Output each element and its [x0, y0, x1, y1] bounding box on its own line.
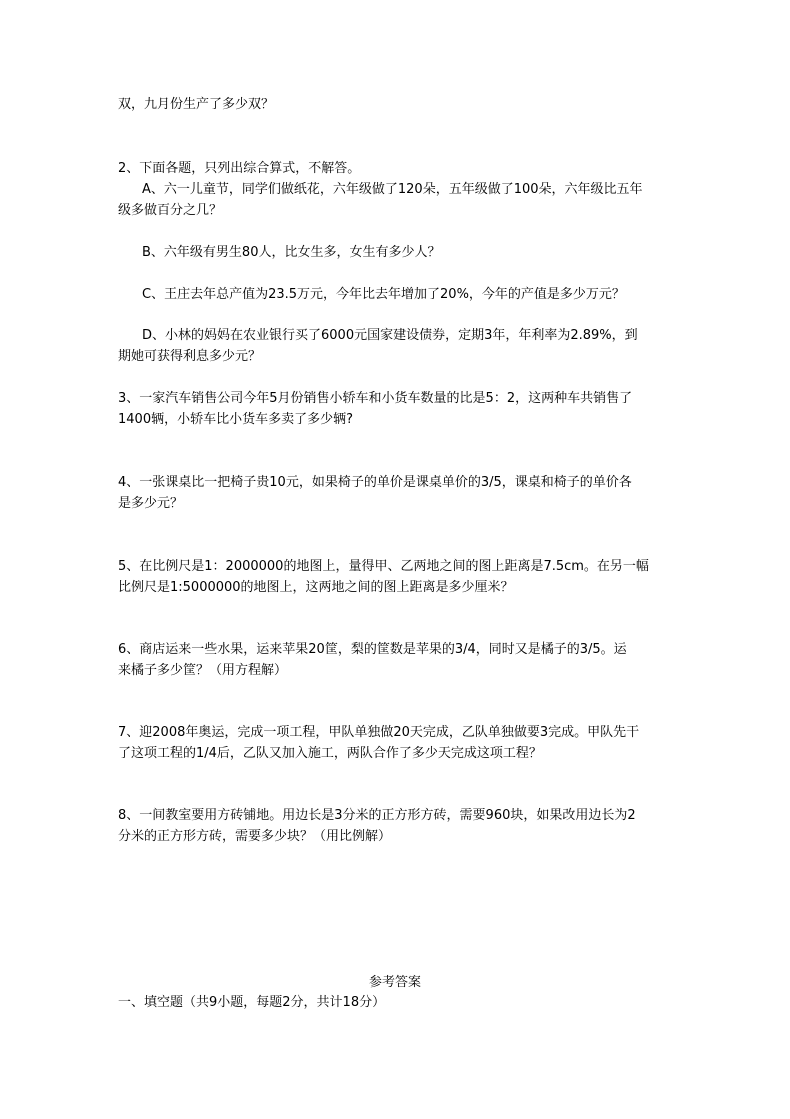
question-2d-line1: D、小林的妈妈在农业银行买了6000元国家建设债券，定期3年，年利率为2.89%，到 — [142, 328, 638, 343]
question-4-line2: 是多少元？ — [118, 496, 184, 511]
answer-key-title: 参考答案 — [368, 975, 421, 990]
answer-section-heading: 一、填空题（共9小题，每题2分，共计18分） — [118, 995, 386, 1010]
question-8-line2: 分米的正方形方砖，需要多少块？（用比例解） — [118, 829, 392, 844]
question-2c: C、王庄去年总产值为23.5万元，今年比去年增加了20%，今年的产值是多少万元？ — [142, 287, 625, 302]
question-6-line1: 6、商店运来一些水果，运来苹果20筐，梨的筐数是苹果的3/4，同时又是橘子的3/5。运 — [118, 642, 627, 657]
text-line-continuation: 双，九月份生产了多少双？ — [118, 97, 275, 112]
question-2a-line2: 级多做百分之几？ — [118, 203, 223, 218]
question-2b: B、六年级有男生80人，比女生多，女生有多少人？ — [142, 245, 441, 260]
question-2d-line2: 期她可获得利息多少元？ — [118, 349, 262, 364]
question-3-line1: 3、一家汽车销售公司今年5月份销售小轿车和小货车数量的比是5：2，这两种车共销售了 — [118, 391, 633, 406]
question-5-line2: 比例尺是1:5000000的地图上，这两地之间的图上距离是多少厘米？ — [118, 580, 514, 595]
question-8-line1: 8、一间教室要用方砖铺地。用边长是3分米的正方形方砖，需要960块，如果改用边长为2 — [118, 808, 636, 823]
question-2a-line1: A、六一儿童节，同学们做纸花，六年级做了120朵，五年级做了100朵，六年级比五年 — [142, 182, 643, 197]
question-4-line1: 4、一张课桌比一把椅子贵10元，如果椅子的单价是课桌单价的3/5，课桌和椅子的单价各 — [118, 475, 632, 490]
question-6-line2: 来橘子多少筐？（用方程解） — [118, 663, 288, 678]
question-3-line2: 1400辆，小轿车比小货车多卖了多少辆? — [118, 412, 353, 427]
question-7-line2: 了这项工程的1/4后，乙队又加入施工，两队合作了多少天完成这项工程？ — [118, 746, 542, 761]
question-7-line1: 7、迎2008年奥运，完成一项工程，甲队单独做20天完成，乙队单独做要3完成。甲队先干 — [118, 725, 640, 740]
question-2-heading: 2、下面各题，只列出综合算式，不解答。 — [118, 161, 361, 176]
question-5-line1: 5、在比例尺是1：2000000的地图上，量得甲、乙两地之间的图上距离是7.5cm。在另一幅 — [118, 559, 649, 574]
